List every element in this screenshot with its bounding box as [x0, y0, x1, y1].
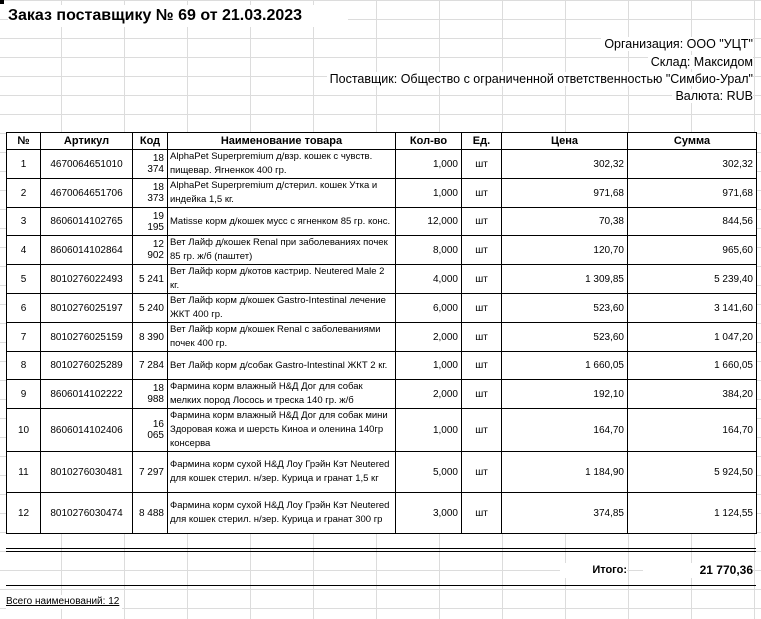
table-row — [7, 150, 757, 179]
row-unit: шт — [462, 236, 502, 265]
table-row — [7, 236, 757, 265]
row-quantity: 2,000 — [396, 323, 462, 352]
row-article: 8010276025159 — [41, 323, 133, 352]
row-number: 8 — [7, 352, 41, 380]
row-product-name: Фармина корм влажный Н&Д Дог для собак мелких пород Лосось и треска 140 гр. ж/б — [168, 380, 396, 409]
row-code: 18 373 — [133, 179, 168, 208]
table-header-row — [7, 133, 757, 150]
row-article: 8606014102765 — [41, 208, 133, 236]
order-items-table — [6, 132, 757, 534]
row-unit: шт — [462, 352, 502, 380]
row-number: 11 — [7, 452, 41, 493]
row-sum: 3 141,60 — [628, 294, 757, 323]
header-quantity: Кол-во — [396, 133, 462, 150]
table-row — [7, 409, 757, 452]
row-code: 19 195 — [133, 208, 168, 236]
row-quantity: 3,000 — [396, 493, 462, 534]
row-code: 5 240 — [133, 294, 168, 323]
row-unit: шт — [462, 208, 502, 236]
row-number: 2 — [7, 179, 41, 208]
row-product-name: AlphaPet Superpremium д/взр. кошек с чувств. пищевар. Ягненкок 400 гр. — [168, 150, 396, 179]
row-quantity: 2,000 — [396, 380, 462, 409]
row-product-name: Фармина корм сухой Н&Д Лоу Грэйн Кэт Neutered для кошек стерил. н/зер. Курица и гранат 1,5 кг — [168, 452, 396, 493]
table-row — [7, 179, 757, 208]
row-product-name: Matisse корм д/кошек мусс с ягненком 85 гр. конс. — [168, 208, 396, 236]
row-product-name: Вет Лайф корм д/кошек Renal с заболеваниями почек 400 гр. — [168, 323, 396, 352]
row-quantity: 8,000 — [396, 236, 462, 265]
row-code: 12 902 — [133, 236, 168, 265]
row-unit: шт — [462, 150, 502, 179]
row-code: 7 297 — [133, 452, 168, 493]
row-article: 8010276025289 — [41, 352, 133, 380]
total-separator-top — [6, 548, 756, 549]
row-sum: 5 924,50 — [628, 452, 757, 493]
row-sum: 1 660,05 — [628, 352, 757, 380]
row-sum: 971,68 — [628, 179, 757, 208]
row-product-name: Вет Лайф корм д/собак Gastro-Intestinal ЖКТ 2 кг. — [168, 352, 396, 380]
row-quantity: 1,000 — [396, 409, 462, 452]
row-sum: 1 047,20 — [628, 323, 757, 352]
row-sum: 844,56 — [628, 208, 757, 236]
supplier-line — [233, 71, 753, 88]
table-row — [7, 452, 757, 493]
row-code: 5 241 — [133, 265, 168, 294]
row-quantity: 1,000 — [396, 352, 462, 380]
row-unit: шт — [462, 409, 502, 452]
row-sum: 5 239,40 — [628, 265, 757, 294]
table-row — [7, 208, 757, 236]
row-sum: 384,20 — [628, 380, 757, 409]
row-price: 1 184,90 — [502, 452, 628, 493]
row-number: 10 — [7, 409, 41, 452]
row-article: 8606014102406 — [41, 409, 133, 452]
row-price: 302,32 — [502, 150, 628, 179]
row-price: 1 309,85 — [502, 265, 628, 294]
row-sum: 302,32 — [628, 150, 757, 179]
row-product-name: Вет Лайф корм д/кошек Gastro-Intestinal лечение ЖКТ 400 гр. — [168, 294, 396, 323]
organization-line — [233, 36, 753, 53]
row-unit: шт — [462, 452, 502, 493]
row-product-name: Вет Лайф д/кошек Renal при заболеваниях почек 85 гр. ж/б (паштет) — [168, 236, 396, 265]
row-product-name: AlphaPet Superpremium д/стерил. кошек Утка и индейка 1,5 кг. — [168, 179, 396, 208]
table-row — [7, 380, 757, 409]
row-quantity: 12,000 — [396, 208, 462, 236]
total-label: Итого: — [560, 563, 627, 578]
row-number: 3 — [7, 208, 41, 236]
row-price: 971,68 — [502, 179, 628, 208]
row-number: 1 — [7, 150, 41, 179]
row-sum: 1 124,55 — [628, 493, 757, 534]
row-quantity: 4,000 — [396, 265, 462, 294]
row-quantity: 5,000 — [396, 452, 462, 493]
organization-text: Организация: ООО "УЦТ" — [601, 37, 753, 51]
row-price: 1 660,05 — [502, 352, 628, 380]
row-price: 164,70 — [502, 409, 628, 452]
row-unit: шт — [462, 493, 502, 534]
row-article: 8010276025197 — [41, 294, 133, 323]
row-article: 8606014102222 — [41, 380, 133, 409]
total-value: 21 770,36 — [643, 563, 753, 578]
row-price: 70,38 — [502, 208, 628, 236]
row-quantity: 6,000 — [396, 294, 462, 323]
row-product-name: Вет Лайф корм д/котов кастрир. Neutered Male 2 кг. — [168, 265, 396, 294]
row-price: 192,10 — [502, 380, 628, 409]
total-separator-second — [6, 551, 756, 552]
row-code: 18 988 — [133, 380, 168, 409]
table-row — [7, 294, 757, 323]
row-number: 5 — [7, 265, 41, 294]
row-sum: 164,70 — [628, 409, 757, 452]
row-number: 7 — [7, 323, 41, 352]
warehouse-text: Склад: Максидом — [648, 55, 753, 69]
row-article: 4670064651010 — [41, 150, 133, 179]
header-article: Артикул — [41, 133, 133, 150]
row-quantity: 1,000 — [396, 150, 462, 179]
row-sum: 965,60 — [628, 236, 757, 265]
row-price: 523,60 — [502, 294, 628, 323]
row-code: 8 390 — [133, 323, 168, 352]
row-unit: шт — [462, 265, 502, 294]
table-row — [7, 352, 757, 380]
row-product-name: Фармина корм сухой Н&Д Лоу Грэйн Кэт Neutered для кошек стерил. н/зер. Курица и гранат 300 гр — [168, 493, 396, 534]
row-product-name: Фармина корм влажный Н&Д Дог для собак мини Здоровая кожа и шерсть Киноа и оленина 140гр консерва — [168, 409, 396, 452]
supplier-text: Поставщик: Общество с ограниченной ответственностью "Симбио-Урал" — [327, 72, 753, 86]
header-price: Цена — [502, 133, 628, 150]
row-code: 8 488 — [133, 493, 168, 534]
row-price: 374,85 — [502, 493, 628, 534]
row-number: 4 — [7, 236, 41, 265]
warehouse-line — [233, 54, 753, 71]
row-code: 16 065 — [133, 409, 168, 452]
document-title: Заказ поставщику № 69 от 21.03.2023 — [8, 5, 348, 27]
row-article: 8010276030474 — [41, 493, 133, 534]
row-number: 12 — [7, 493, 41, 534]
header-sum: Сумма — [628, 133, 757, 150]
row-article: 8606014102864 — [41, 236, 133, 265]
header-number: № — [7, 133, 41, 150]
header-code: Код — [133, 133, 168, 150]
row-unit: шт — [462, 179, 502, 208]
row-unit: шт — [462, 294, 502, 323]
row-unit: шт — [462, 323, 502, 352]
table-row — [7, 323, 757, 352]
row-article: 4670064651706 — [41, 179, 133, 208]
row-price: 523,60 — [502, 323, 628, 352]
row-code: 18 374 — [133, 150, 168, 179]
row-number: 6 — [7, 294, 41, 323]
selection-corner-marker — [0, 0, 4, 4]
row-code: 7 284 — [133, 352, 168, 380]
header-product-name: Наименование товара — [168, 133, 396, 150]
currency-text: Валюта: RUB — [672, 89, 753, 103]
row-quantity: 1,000 — [396, 179, 462, 208]
row-unit: шт — [462, 380, 502, 409]
header-unit: Ед. — [462, 133, 502, 150]
row-article: 8010276022493 — [41, 265, 133, 294]
row-price: 120,70 — [502, 236, 628, 265]
row-number: 9 — [7, 380, 41, 409]
currency-line — [233, 88, 753, 105]
table-row — [7, 493, 757, 534]
table-row — [7, 265, 757, 294]
items-count-summary: Всего наименований: 12 — [6, 595, 122, 609]
total-separator-bottom — [6, 585, 756, 586]
row-article: 8010276030481 — [41, 452, 133, 493]
